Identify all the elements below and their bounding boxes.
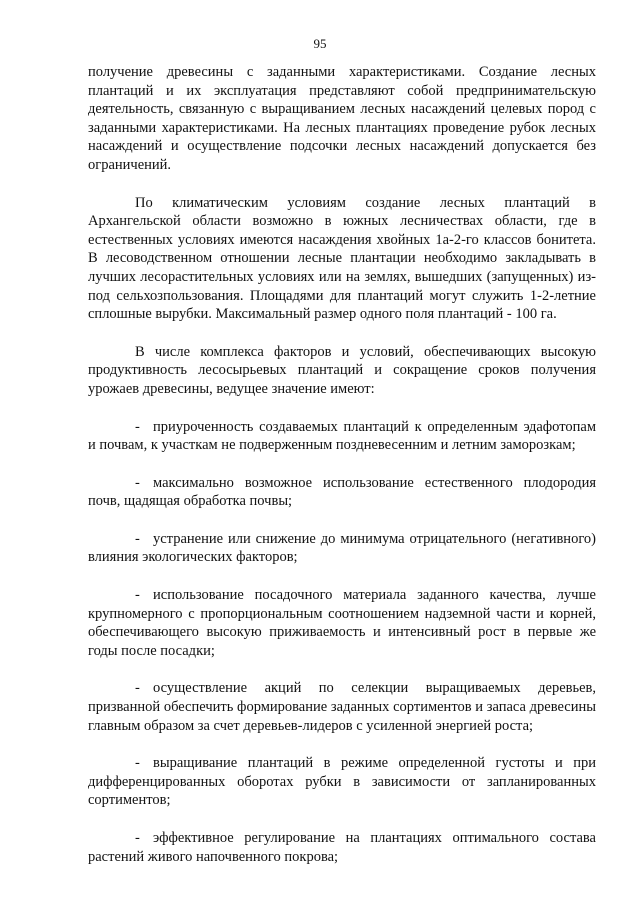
bullet-dash: - [135,755,140,772]
bullet-dash: - [135,680,140,697]
page-content [88,63,596,885]
list-item-text: максимально возможное использование естественного плодородия почв, щадящая обработка почвы; [88,474,596,510]
list-item [88,679,596,735]
list-item-text: устранение или снижение до минимума отрицательного (негативного) влияния экологических факторов; [88,530,596,566]
bullet-dash: - [135,587,140,604]
list-item [88,829,596,866]
list-item [88,530,596,567]
page-number: 95 [313,36,327,51]
list-item [88,586,596,660]
bullet-dash: - [135,418,140,435]
paragraph-climate-conditions: По климатическим условиям создание лесных плантаций в Архангельской области возможно в южных лесничествах области, где в естественных условиях имеются насаждения хвойных 1а-2-го классов бонитета. В лесоводственном отношении лесные плантации необходимо закладывать в лучших лесорастительных условиях или на землях, вышедших (запущенных) из-под сельхозпользования. Площадями для плантаций могут служить 1-2-летние сплошные вырубки. Максимальный размер одного поля плантаций - 100 га. [88,194,596,323]
list-item-text: эффективное регулирование на плантациях оптимального состава растений живого напочвенного покрова; [88,830,596,865]
list-item [88,474,596,511]
paragraph-continuation: получение древесины с заданными характеристиками. Создание лесных плантаций и их эксплуатация представляют собой предпринимательскую деятельность, связанную с выращиванием лесных насаждений целевых пород с заданными характеристиками. На лесных плантациях проведение рубок лесных насаждений и осуществление подсочки лесных насаждений допускается без ограничений. [88,64,596,173]
bullet-dash: - [135,830,140,846]
bullet-dash: - [135,530,140,547]
list-item-text: использование посадочного материала заданного качества, лучше крупномерного с пропорциональным соотношением надземной части и корней, обеспечивающего высокую приживаемость и интенсивный рост в первые же годы после посадки; [88,587,596,659]
list-item-text: приуроченность создаваемых плантаций к определенным эдафотопам и почвам, к участкам не подверженным поздневесенним и летним заморозкам; [88,418,596,454]
list-item [88,754,596,810]
list-item-text: осуществление акций по селекции выращиваемых деревьев, призванной обеспечить формирование заданных сортиментов и запаса древесины главным образом за счет деревьев-лидеров с усиленной энергией роста; [88,680,596,734]
bullet-dash: - [135,474,140,491]
list-item-text: выращивание плантаций в режиме определенной густоты и при дифференцированных оборотах рубки в зависимости от запланированных сортиментов; [88,755,596,809]
list-item [88,418,596,455]
paragraph-factors-intro: В числе комплекса факторов и условий, обеспечивающих высокую продуктивность лесосырьевых плантаций и сокращение сроков получения урожаев древесины, ведущее значение имеют: [88,343,596,397]
